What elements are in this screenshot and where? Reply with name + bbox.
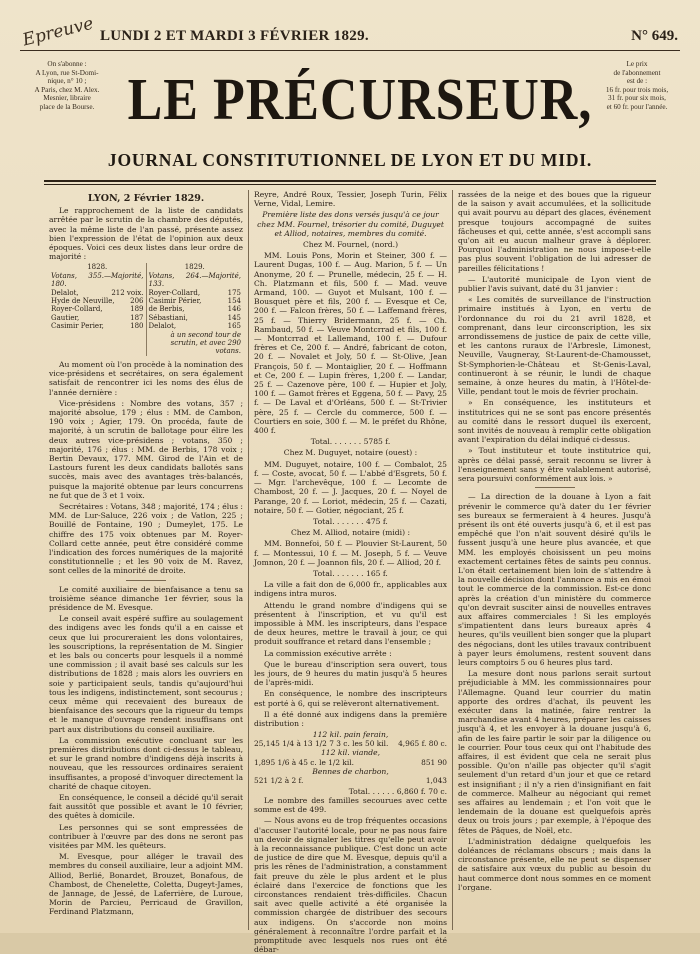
candidate: Sébastiani, (148, 313, 188, 322)
column-2 (248, 190, 452, 954)
paragraph: Le nombre des familles secourues avec cette somme est de 499. (254, 795, 447, 815)
vote-count: 165 (227, 322, 241, 331)
vote-row (149, 322, 242, 330)
vote-row (51, 305, 144, 313)
vote-count: 146 (227, 305, 241, 314)
issue-number: N° 649. (631, 28, 678, 44)
price-line: 16 fr. pour trois mois, (605, 85, 669, 94)
paragraph: « Les comités de surveillance de l'instruction primaire institués à Lyon, en vertu de l'ordonnance du roi du 21 avril 1828, et comprenant, dans leur circonscription, les six arrondissemens de justice de paix de cette ville, et les cantons ruraux de l'Arbresle, Limonest, Neuville, Vaugneray, St-Laurent-de-Chamousset, St-Symphorien-le-Château et St-Genis-Laval, continueront à se réunir, le lundi de chaque semaine, à onze heures du matin, à l'Hôtel-de-Ville, pendant tout le mois de février prochain. (458, 295, 651, 397)
distribution-row (254, 776, 447, 785)
paragraph: La commission exécutive concluant sur les premières distributions dont ci-dessus le tableau, et sur le grand nombre d'indigens déjà inscrits à nouveau, que les ressources ordinaires seraient insuffisantes, a proposé d'invoquer directement la charité de chaque citoyen. (49, 735, 243, 791)
subscription-line: Mesnier, libraire (43, 94, 91, 103)
vote-count: 175 (227, 288, 241, 297)
column-1 (44, 190, 248, 930)
candidate: Hyde de Neuville, (51, 297, 115, 306)
candidate: Delalot, (51, 288, 79, 297)
candidate: de Berbis, (148, 305, 185, 314)
paragraph: » Tout instituteur et toute institutrice qui, après ce délai passé, serait reconnu se livrer à l'enseignement sans y être valablement autorisé, sera poursuivi conformément aux lois. » (458, 446, 651, 484)
vote-count: 189 (130, 305, 144, 314)
article-columns (44, 190, 664, 954)
vote-year: 1829. (184, 263, 205, 272)
top-rule (20, 50, 680, 51)
paragraph: Vice-présidens : Nombre des votans, 357 ; majorité absolue, 179 ; élus : MM. de Cambon, 190 voix ; Agier, 179. On procéda, faute de majorité, à un scrutin de ballotage pour élire les deux autres vice-présidens ; votans, 350 ; majorité, 176 ; élus : MM. de Berbis, 178 voix ; Bertin Devaux, 177. MM. Girod de l'Ain et de Lastours furent les deux candidats ballotés sans succès, mais avec des avantages très-balancés, puisque la majorité obtenue par leurs concurrens ne fut que de 3 et 1 voix. (49, 398, 243, 500)
separator (126, 580, 166, 581)
distribution-table (254, 730, 447, 796)
subscription-line: A Paris, chez M. Alex. (34, 85, 100, 94)
votes-1829 (146, 263, 244, 355)
distribution-detail: 521 1/2 à 2 f. (254, 775, 304, 785)
paragraph: La mesure dont nous parlons serait surtout préjudiciable à MM. les commissionnaires pour l'Allemagne. Quand leur courrier du matin apporte des ordres d'achat, ils peuvent les exécuter dans la matinée, faire rentrer la marchandise avant 4 heures, préparer les caisses jusqu'à 4, et les envoyer à la douane jusqu'à 6, afin de les faire partir le soir par la diligence ou le courrier. Pour tous ceux qui ont l'habitude des affaires, il est évident que cela ne serait plus possible. Qu'on n'aille pas objecter qu'il s'agit seulement d'un retard d'un jour et que ce retard est insignifiant ; il n'y a rien d'insignifiant en fait de commerce. Malheur au négociant qui remet ses affaires au lendemain ; et l'on voit que le lendemain de la douane est quelquefois après deux ou trois jours ; par exemple, à l'époque des fêtes de Pâques, de Noël, etc. (458, 669, 651, 835)
price-line: 31 fr. pour six mois, (608, 94, 666, 103)
separator (535, 487, 575, 488)
paragraph: — Nous avons eu de trop fréquentes occasions d'accuser l'autorité locale, pour ne pas nous faire un devoir de signaler les titres qu'elle peut avoir à la reconnaissance publique. C'est donc un acte de justice de dire que M. Evesque, depuis qu'il a pris les rênes de l'administration, a constamment fait preuve du zèle le plus ardent et le plus éclairé dans l'exercice de fonctions que les circonstances rendaient très-difficiles. Chacun sait avec quelle activité a été organisée la commission chargée de distribuer des secours aux indigens. On s'accorde non moins généralement à reconnaître l'ordre parfait et la promptitude avec lesquels nos rues ont été débar- (254, 816, 447, 954)
dateline: LUNDI 2 ET MARDI 3 FÉVRIER 1829. (100, 28, 369, 44)
candidate: Royer-Collard, (148, 288, 201, 297)
vote-count: 212 voix. (111, 288, 144, 297)
distribution-amount: 851 90 (421, 757, 447, 767)
vote-year: 1828. (87, 263, 108, 272)
distribution-label: 112 kil. viande, (320, 748, 381, 758)
masthead-rule-thick (44, 180, 656, 182)
candidate: Royer-Collard, (51, 305, 103, 314)
vote-count: 206 (130, 297, 144, 306)
paragraph: La ville a fait don de 6,000 fr., applicables aux indigens intra muros. (254, 580, 447, 599)
price-line: est de : (626, 77, 648, 86)
subscription-line: A Lyon, rue St-Domi- (35, 68, 99, 77)
vote-row (149, 314, 242, 322)
subscription-line: On s'abonne : (47, 60, 87, 68)
vote-row (51, 314, 144, 322)
price-line: et 60 fr. pour l'année. (606, 102, 668, 111)
candidate: Casimir Perier, (51, 322, 104, 331)
vote-row (51, 322, 144, 330)
paragraph: L'administration dédaigne quelquefois les doléances de réclamans obscurs ; mais dans la circonstance présente, elle ne peut se dispenser de satisfaire aux vœux du public au besoin du haut commerce dont nous sommes en ce moment l'organe. (458, 836, 651, 892)
distribution-total: Total. . . . . . 6,860 f. 70 c. (348, 786, 447, 796)
donation-list: MM. Bonnefoi, 50 f. — Plouvier St-Laurent, 50 f. — Montessui, 10 f. — M. Joseph, 5 f. — Veuve Jomnon, 20 f. — Joannon fils, 20 f. — Alliod, 20 f. (254, 539, 447, 567)
candidate: Delalot, (148, 322, 177, 331)
subscription-line: place de la Bourse. (39, 102, 95, 111)
paragraph: Reyre, André Roux, Tessier, Joseph Turin, Félix Verne, Vidal, Lemire. (254, 190, 447, 209)
vote-comparison-table (49, 263, 243, 355)
paragraph: La commission exécutive arrête : (264, 648, 392, 658)
paragraph: — L'autorité municipale de Lyon vient de publier l'avis suivant, daté du 31 janvier : (458, 274, 651, 294)
vote-count: 180 (130, 322, 144, 331)
vote-row (149, 297, 242, 305)
paragraph: Que le bureau d'inscription sera ouvert, tous les jours, de 9 heures du matin jusqu'à 5 heures de l'après-midi. (254, 659, 447, 688)
price-line: de l'abonnement (613, 68, 661, 77)
distribution-row (254, 739, 447, 748)
paragraph: Il a été donné aux indigens dans la première distribution : (254, 709, 447, 728)
paragraph: Le comité auxiliaire de bienfaisance a tenu sa troisième séance dimanche 1er février, sous la présidence de M. Evesque. (49, 584, 243, 612)
vote-row (51, 297, 144, 305)
paragraph: En conséquence, le nombre des inscripteurs est porté à 6, qui se relèveront alternativement. (254, 689, 447, 708)
vote-row (51, 289, 144, 297)
handwritten-note: Epreuve (20, 13, 96, 51)
paragraph: En conséquence, le conseil a décidé qu'il serait fait aussitôt que possible et avant le 10 février, des quêtes à domicile. (49, 793, 243, 821)
subtotal: Total. . . . . . . 165 f. (313, 568, 388, 578)
distribution-row (254, 758, 447, 767)
distribution-label: 112 kil. pain ferain, (312, 730, 389, 740)
subtotal: Total. . . . . . . 5785 f. (310, 437, 391, 447)
distribution-label: Bennes de charbon, (312, 766, 389, 776)
distribution-amount: 4,965 f. 80 c. (398, 739, 447, 749)
votes-1828 (49, 263, 146, 355)
vote-header: Votans, 355.—Majorité, 180. (51, 271, 144, 289)
donation-list: MM. Duguyet, notaire, 100 f. — Combalot, 25 f. — Coste, avocat, 50 f. — L'abbé d'Esgrets, 50 f. — Mgr. l'archevêque, 100 f. — Lecomte de Chambost, 20 f. — J. Jacques, 20 f. — Noyel de Parange, 20 f. — Loriot, médecin, 25 f. — Cazati, notaire, 50 f. — Gotier, négociant, 25 f. (254, 459, 447, 515)
distribution-amount: 1,043 (425, 775, 447, 785)
distribution-detail: 25,145 1/4 à 13 1/2 7 3 c. les 50 kil. (254, 739, 389, 749)
subscription-info-left (18, 60, 116, 112)
newspaper-subtitle: JOURNAL CONSTITUTIONNEL DE LYON ET DU MIDI. (107, 150, 593, 170)
column-3 (452, 190, 656, 930)
donation-list-heading: Première liste des dons versés jusqu'à ce jour chez MM. Fournel, trésorier du comité, Duguyet et Alliod, notaires, membres du comité. (257, 210, 444, 238)
distribution-detail: 1,895 1/6 à 45 c. le 1/2 kil. (254, 757, 354, 767)
vote-header: Votans, 264.—Majorité, 133. (148, 271, 241, 289)
subscription-info-right (588, 60, 686, 112)
paragraph: Au moment où l'on procède à la nomination des vice-présidens et secrétaires, on sera également satisfait de rencontrer ici les noms des élus de l'année dernière : (49, 359, 243, 397)
subscription-line: nique, n° 10 ; (47, 77, 87, 86)
vote-row (149, 289, 242, 297)
candidate: Casimir Périer, (148, 297, 202, 306)
candidate: Gautier, (51, 313, 80, 322)
subtotal: Total. . . . . . . 475 f. (313, 516, 388, 526)
paragraph: — La direction de la douane à Lyon a fait prévenir le commerce qu'à dater du 1er février ses bureaux se fermeraient à 4 heures. Jusqu'à présent ils ont été ouverts jusqu'à 6, et il est pas empêché que l'on n'ait souvent désiré qu'ils le fussent jusqu'à une heure plus avancée, et que MM. les employés choisissent un peu moins exactement certaines fêtes de saints peu connus. L'on était certainement bien loin de s'attendre à la nouvelle décision dont l'annonce a mis en émoi tout le commerce de la commission. Est-ce donc après la création d'un ministère du commerce qu'on devrait susciter ainsi de nouvelles entraves aux affaires commerciales ! Si les employés s'impatientent dans leurs bureaux après 4 heures, qu'ils veuillent bien songer que la plupart des négocians, dont les utiles travaux contribuent à payer leurs émolumens, restent souvent dans leurs comptoirs 5 ou 6 heures plus tard. (458, 492, 651, 667)
price-line: Le prix (626, 60, 648, 68)
newspaper-title: LE PRÉCURSEUR, (127, 67, 593, 133)
paragraph: Les personnes qui se sont empressées de contribuer à l'œuvre par des dons ne seront pas visitées par MM. les quêteurs. (49, 822, 243, 851)
donation-list: MM. Louis Pons, Morin et Steiner, 300 f. — Laurent Dugas, 100 f. — Aug. Marion, 5 f. — Un Anonyme, 20 f. — Prunelle, médecin, 25 f. — H. Ch. Platzmann et fils, 500 f. — Mad. veuve Armand, 100. — Guyot et Mulsant, 100 f. — Bousquet père et fils, 200 f. — Evesque et Ce, 200 f. — Falcon frères, 50 f. — Laffemand frères, 25 f. — Thierry Bridermann, 25 f. — Ch. Rambaud, 50 f. — Veuve Montcrrad et fils, 100 f. — Montcrrad et Lallemand, 100 f. — Dufour frères et Ce, 200 f. — André, fabricant de coton, 20 f. — Novalet et Joly, 50 f. — St-Olive, Jean François, 50 f. — Montaiglier, 20 f. — Hoffmann et Ce, 200 f. — Lupin frères, 1,200 f. — Landar, 25 f. — Cazenove père, 100 f. — Hupier et Joly, 100 f. — Gamot frères et Eggena, 50 f. — Pavy, 25 f. — De Laval et d'Orléans, 500 f. — St-Trivier père, 25 f. — Cercle du commerce, 500 f. — Courtiers en soie, 300 f. — M. le préfet du Rhône, 400 f. (254, 251, 447, 436)
paragraph: M. Evesque, pour alléger le travail des membres du conseil auxiliaire, leur a adjoint MM. Alliod, Berlié, Bonardet, Brouzet, Bonafous, de Chambost, de Chenelette, Coletta, Dugeyt-James, de Jannage, de Jessé, de Laferrière, de Luroue, Morin de Parcieu, Perricaud de Gravillon, Ferdinand Platzmann, (49, 852, 243, 917)
subsection-heading: Chez M. Alliod, notaire (midi) : (290, 528, 411, 538)
column-heading: LYON, 2 Février 1829. (87, 193, 205, 204)
paragraph: rassées de la neige et des boues que la rigueur de la saison y avait accumulées, et la sollicitude qui avait pourvu au départ des glaces, événement presque toujours accompagné de suites fâcheuses et qui, cette année, s'est accompli sans qu'on ait eu aucun malheur grave à déplorer. Pourquoi l'administration ne nous impose-t-elle pas plus souvent l'obligation de lui adresser de pareilles félicitations ! (458, 190, 651, 273)
masthead-rule-thin (44, 184, 656, 185)
vote-count: 187 (130, 313, 144, 322)
subsection-heading: Chez M. Duguyet, notaire (ouest) : (283, 448, 418, 458)
paragraph: Secrétaires : Votans, 348 ; majorité, 174 ; élus : MM. de Lur-Saluce, 226 voix ; de Vatlon, 225 ; Bouillé de Fontaine, 190 ; Dumeylet, 175. Le chiffre des 175 voix obtenues par M. Royer-Collard cette année, peut être considéré comme l'indication des forces numériques de la majorité constitutionnelle ; et les 90 voix de M. Ravez, sont celles de la minorité de droite. (49, 501, 243, 576)
subsection-heading: Chez M. Fournel, (nord.) (302, 240, 399, 250)
vote-count: 154 (227, 297, 241, 306)
paragraph: Le rapprochement de la liste de candidats arrêtée par le scrutin de la chambre des députés, avec la même liste de l'an passé, présente assez bien l'expression de l'état de l'opinion aux deux époques. Voici ces deux listes dans leur ordre de majorité : (49, 206, 243, 262)
paragraph: Attendu le grand nombre d'indigens qui se présentent à l'inscription, et vu qu'il est impossible à MM. les inscripteurs, dans l'espace de deux heures, mettre le travail à jour, ce qui produit souffrance et retard dans l'ensemble ; (254, 600, 447, 647)
vote-count: 145 (227, 313, 241, 322)
vote-row (149, 305, 242, 313)
vote-note: à un second tour de scrutin, et avec 290 votans. (170, 330, 241, 356)
paragraph: » En conséquence, les instituteurs et institutrices qui ne se sont pas encore présentés au comité dans le ressort duquel ils exercent, sont invités de nouveau à remplir cette obligation avant l'expiration du délai indiqué ci-dessus. (458, 398, 651, 445)
paragraph: Le conseil avait espéré suffire au soulagement des indigens avec les fonds qu'il a en caisse et ceux que lui procureraient les dons volontaires, les souscriptions, la représentation de M. Singier et les bals ou concerts pour lesquels il a nommé une commission ; il avait basé ses calculs sur les distributions de 1828 ; mais alors les ouvriers en soie y participaient seuls, tandis qu'aujourd'hui tous les indigens, indistinctement, sont secourus ; ceux même qui recevaient des bureaux de bienfaisance des secours que la rigueur du temps et le manque d'ouvrage rendent insuffisans ont part aux distributions du conseil auxiliaire. (49, 614, 243, 734)
